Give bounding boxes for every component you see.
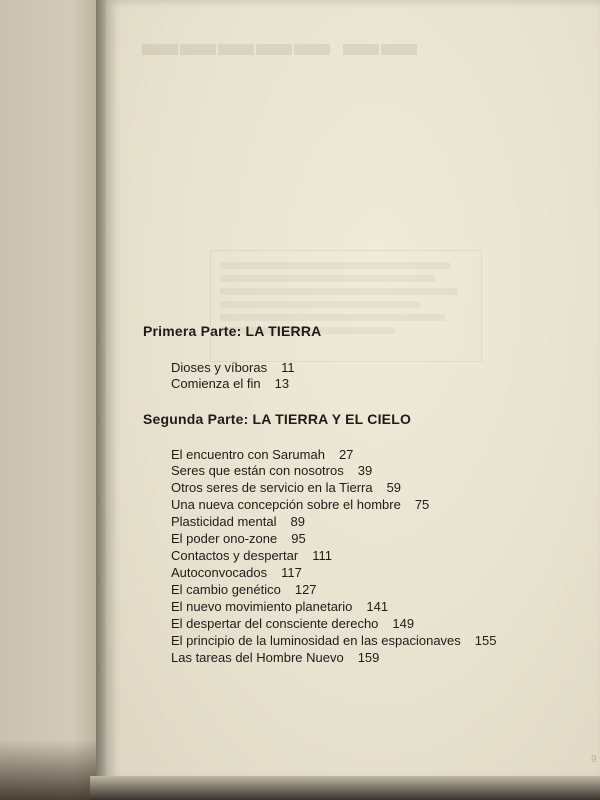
toc-entry — [171, 582, 317, 598]
entry-label: Las tareas del Hombre Nuevo — [171, 650, 344, 665]
entry-label: Dioses y víboras — [171, 360, 268, 375]
entry-page: 149 — [392, 616, 415, 631]
entry-page: 59 — [386, 480, 402, 495]
entry-page: 27 — [338, 447, 354, 462]
entry-page: 89 — [290, 514, 305, 529]
entry-label: El encuentro con Sarumah — [171, 447, 325, 462]
toc-entry — [171, 497, 429, 513]
entry-page: 75 — [414, 497, 430, 512]
entry-page: 111 — [312, 548, 332, 563]
entry-page: 39 — [357, 463, 373, 478]
toc-entry — [171, 480, 401, 496]
entry-page: 155 — [474, 633, 497, 648]
toc-entry — [171, 376, 289, 392]
entry-page: 13 — [274, 376, 290, 391]
toc-entry — [171, 463, 372, 479]
toc-entry — [171, 633, 497, 649]
part-heading — [143, 323, 321, 339]
part-title: LA TIERRA — [245, 323, 322, 339]
bleed-through-text: ▬▬ ▬▬▬▬▬ — [140, 23, 417, 63]
entry-label: Contactos y despertar — [171, 548, 299, 563]
entry-page: 127 — [294, 582, 317, 597]
entry-label: El principio de la luminosidad en las espacionaves — [171, 633, 461, 648]
corner-mark: 9 — [591, 754, 597, 765]
entry-page: 11 — [281, 360, 295, 375]
entry-label: Plasticidad mental — [171, 514, 277, 529]
toc-entry — [171, 565, 302, 581]
entry-page: 117 — [281, 565, 302, 580]
toc-entry — [171, 548, 332, 564]
entry-label: Otros seres de servicio en la Tierra — [171, 480, 373, 495]
entry-label: El cambio genético — [171, 582, 281, 597]
entry-label: El despertar del consciente derecho — [171, 616, 379, 631]
toc-entry — [171, 514, 305, 530]
toc-entry — [171, 599, 388, 615]
toc-entry — [171, 650, 379, 666]
toc-entry — [171, 360, 295, 376]
entry-label: Autoconvocados — [171, 565, 268, 580]
entry-label: El poder ono-zone — [171, 531, 278, 546]
entry-label: Comienza el fin — [171, 376, 261, 391]
entry-label: Una nueva concepción sobre el hombre — [171, 497, 401, 512]
toc-entry — [171, 531, 306, 547]
entry-page: 95 — [291, 531, 306, 546]
entry-page: 141 — [366, 599, 389, 614]
part-heading — [143, 411, 411, 427]
toc-entry — [171, 447, 353, 463]
entry-label: El nuevo movimiento planetario — [171, 599, 353, 614]
part-prefix: Segunda Parte: — [143, 411, 249, 427]
toc-entry — [171, 616, 414, 632]
part-prefix: Primera Parte: — [143, 323, 242, 339]
entry-page: 159 — [357, 650, 380, 665]
part-title: LA TIERRA Y EL CIELO — [252, 411, 412, 427]
entry-label: Seres que están con nosotros — [171, 463, 344, 478]
